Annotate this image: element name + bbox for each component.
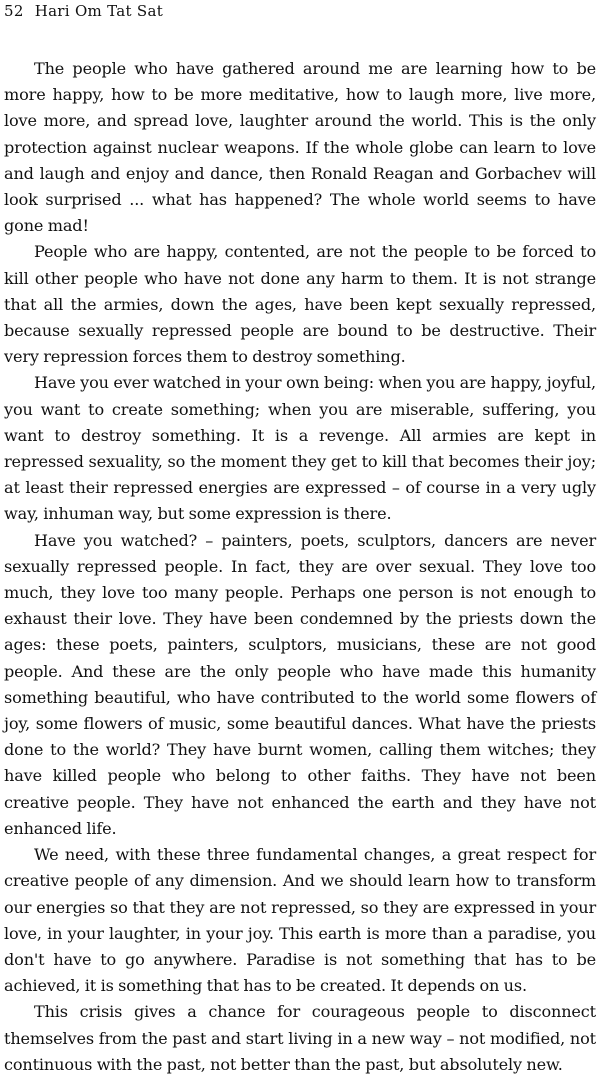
paragraph: People who are happy, contented, are not the people to be forced to kill other people who have not done any harm to them. It is not strange that all the armies, down the ages, have been kept sexually repressed, because sexually repressed people are bound to be destructive. Their very repression forces them to destroy something. bbox=[4, 242, 596, 367]
paragraph: Have you ever watched in your own being: when you are happy, joyful, you want to create something; when you are miserable, suffering, you want to destroy something. It is a revenge. All armies are kept in repressed sexuality, so the moment they get to kill that becomes their joy; at least their repressed energies are expressed – of course in a very ugly way, inhuman way, but some expression is there. bbox=[4, 373, 596, 524]
body-text bbox=[4, 56, 596, 1078]
paragraph: We need, with these three fundamental changes, a great respect for creative people of any dimension. And we should learn how to transform our energies so that they are not repressed, so they are expressed in your love, in your laughter, in your joy. This earth is more than a paradise, you don't have to go anywhere. Paradise is not something that has to be achieved, it is something that has to be created. It depends on us. bbox=[4, 845, 596, 996]
paragraph: The people who have gathered around me are learning how to be more happy, how to be more meditative, how to laugh more, live more, love more, and spread love, laughter around the world. This is the only protection against nuclear weapons. If the whole globe can learn to love and laugh and enjoy and dance, then Ronald Reagan and Gorbachev will look surprised ... what has happened? The whole world seems to have gone mad! bbox=[4, 59, 596, 236]
book-title: Hari Om Tat Sat bbox=[34, 2, 164, 20]
running-head bbox=[4, 2, 163, 20]
page-number: 52 bbox=[4, 2, 24, 20]
paragraph: This crisis gives a chance for courageous people to disconnect themselves from the past and start living in a new way – not modified, not continuous with the past, not better than the past, but absolutely new. bbox=[4, 1002, 596, 1074]
paragraph: Have you watched? – painters, poets, sculptors, dancers are never sexually repressed people. In fact, they are over sexual. They love too much, they love too many people. Perhaps one person is not enough to exhaust their love. They have been condemned by the priests down the ages: these poets, painters, sculptors, musicians, these are not good people. And these are the only people who have made this humanity something beautiful, who have contributed to the world some flowers of joy, some flowers of music, some beautiful dances. What have the priests done to the world? They have burnt women, calling them witches; they have killed people who belong to other faiths. They have not been creative people. They have not enhanced the earth and they have not enhanced life. bbox=[4, 530, 596, 838]
